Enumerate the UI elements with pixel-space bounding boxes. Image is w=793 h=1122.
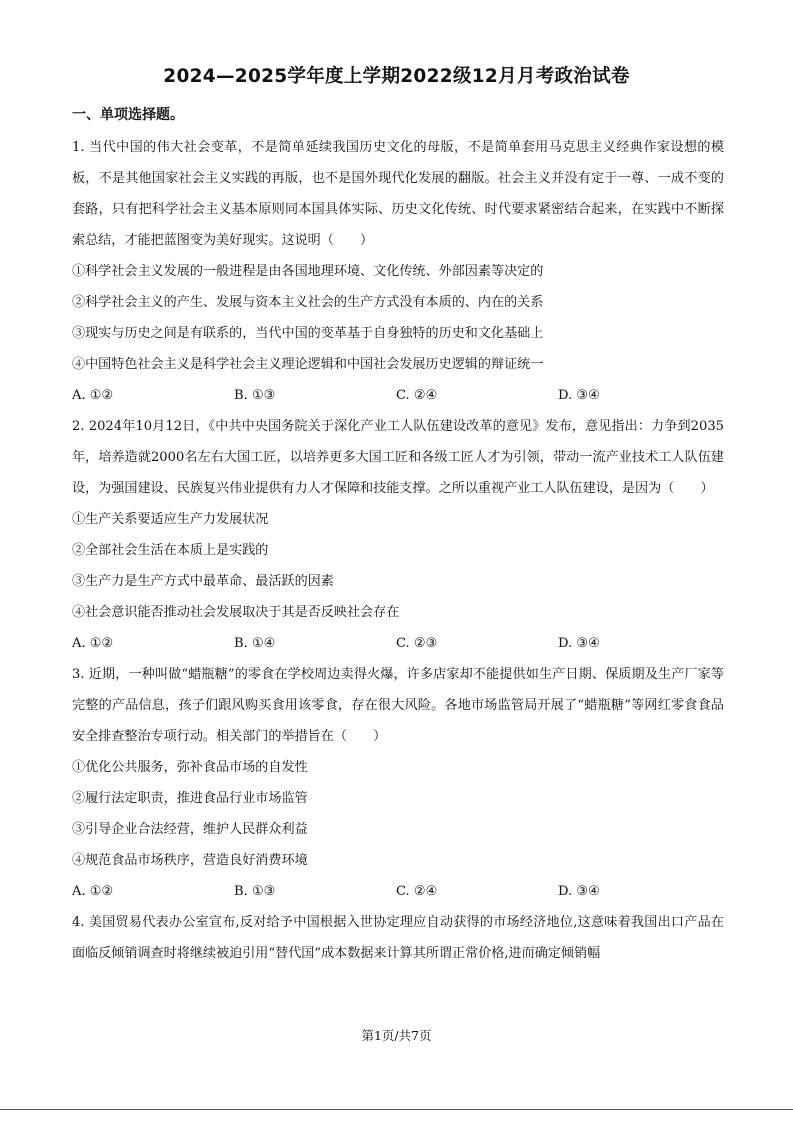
question-stem: 2. 2024年10月12日，《中共中央国务院关于深化产业工人队伍建设改革的意见》发布，意见指出：力争到2035年，培养造就2000名左右大国工匠，以培养更多大国工匠和各级工匠人才为引领，带动一流产业技术工人队伍建设，为强国建设、民族复兴伟业提供有力人才保障和技能支撑。之所以重视产业工人队伍建设，是因为（ ） [72,419,724,496]
choice-a: A. ①② [72,636,114,651]
statement-option: ①优化公共服务，弥补食品市场的自发性 [72,760,308,775]
statement-option: ③生产力是生产方式中最革命、最活跃的因素 [72,574,334,589]
choice-d: D. ③④ [558,388,600,403]
choice-c: C. ②④ [396,388,438,403]
answer-choices [72,380,724,411]
statement-option: ①生产关系要适应生产力发展状况 [72,512,269,527]
question-4 [72,907,724,969]
question-2 [72,411,724,659]
statement-option: ③引导企业合法经营，维护人民群众利益 [72,822,308,837]
question-1 [72,132,724,411]
question-list [72,132,724,969]
choice-d: D. ③④ [558,884,600,899]
page-number: 第1页/共7页 [361,1028,432,1043]
choice-a: A. ①② [72,884,114,899]
choice-b: B. ①④ [234,636,276,651]
statement-option: ①科学社会主义发展的一般进程是由各国地理环境、文化传统、外部因素等决定的 [72,264,544,279]
choice-a: A. ①② [72,388,114,403]
question-stem: 4. 美国贸易代表办公室宣布,反对给予中国根据入世协定理应自动获得的市场经济地位,这意味着我国出口产品在面临反倾销调查时将继续被迫引用“替代国”成本数据来计算其所谓正常价格,进而确定倾销幅 [72,915,724,961]
statement-option: ②履行法定职责，推进食品行业市场监管 [72,791,308,806]
bottom-divider [0,1109,793,1110]
statement-option: ②全部社会生活在本质上是实践的 [72,543,269,558]
choice-c: C. ②④ [396,884,438,899]
choice-b: B. ①③ [234,388,276,403]
statement-option: ③现实与历史之间是有联系的，当代中国的变革基于自身独特的历史和文化基础上 [72,326,544,341]
statement-option: ④中国特色社会主义是科学社会主义理论逻辑和中国社会发展历史逻辑的辩证统一 [72,357,544,372]
question-stem: 3. 近期，一种叫做“蜡瓶糖”的零食在学校周边卖得火爆，许多店家却不能提供如生产日期、保质期及生产厂家等完整的产品信息，孩子们跟风购买食用该零食，存在很大风险。各地市场监管局开展了“蜡瓶糖”等网红零食食品安全排查整治专项行动。相关部门的举措旨在（ ） [72,667,724,744]
section-heading: 一、单项选择题。 [72,107,184,123]
question-3 [72,659,724,907]
answer-choices [72,628,724,659]
statement-option: ④社会意识能否推动社会发展取决于其是否反映社会存在 [72,605,400,620]
statement-option: ②科学社会主义的产生、发展与资本主义社会的生产方式没有本质的、内在的关系 [72,295,544,310]
choice-c: C. ②③ [396,636,438,651]
page-title: 2024—2025学年度上学期2022级12月月考政治试卷 [163,66,630,87]
choice-d: D. ③④ [558,636,600,651]
choice-b: B. ①③ [234,884,276,899]
statement-option: ④规范食品市场秩序，营造良好消费环境 [72,853,308,868]
question-stem: 1. 当代中国的伟大社会变革，不是简单延续我国历史文化的母版，不是简单套用马克思主义经典作家设想的模板，不是其他国家社会主义实践的再版，也不是国外现代化发展的翻版。社会主义并没有定于一尊、一成不变的套路，只有把科学社会主义基本原则同本国具体实际、历史文化传统、时代要求紧密结合起来，在实践中不断探索总结，才能把蓝图变为美好现实。这说明（ ） [72,140,724,248]
answer-choices [72,876,724,907]
